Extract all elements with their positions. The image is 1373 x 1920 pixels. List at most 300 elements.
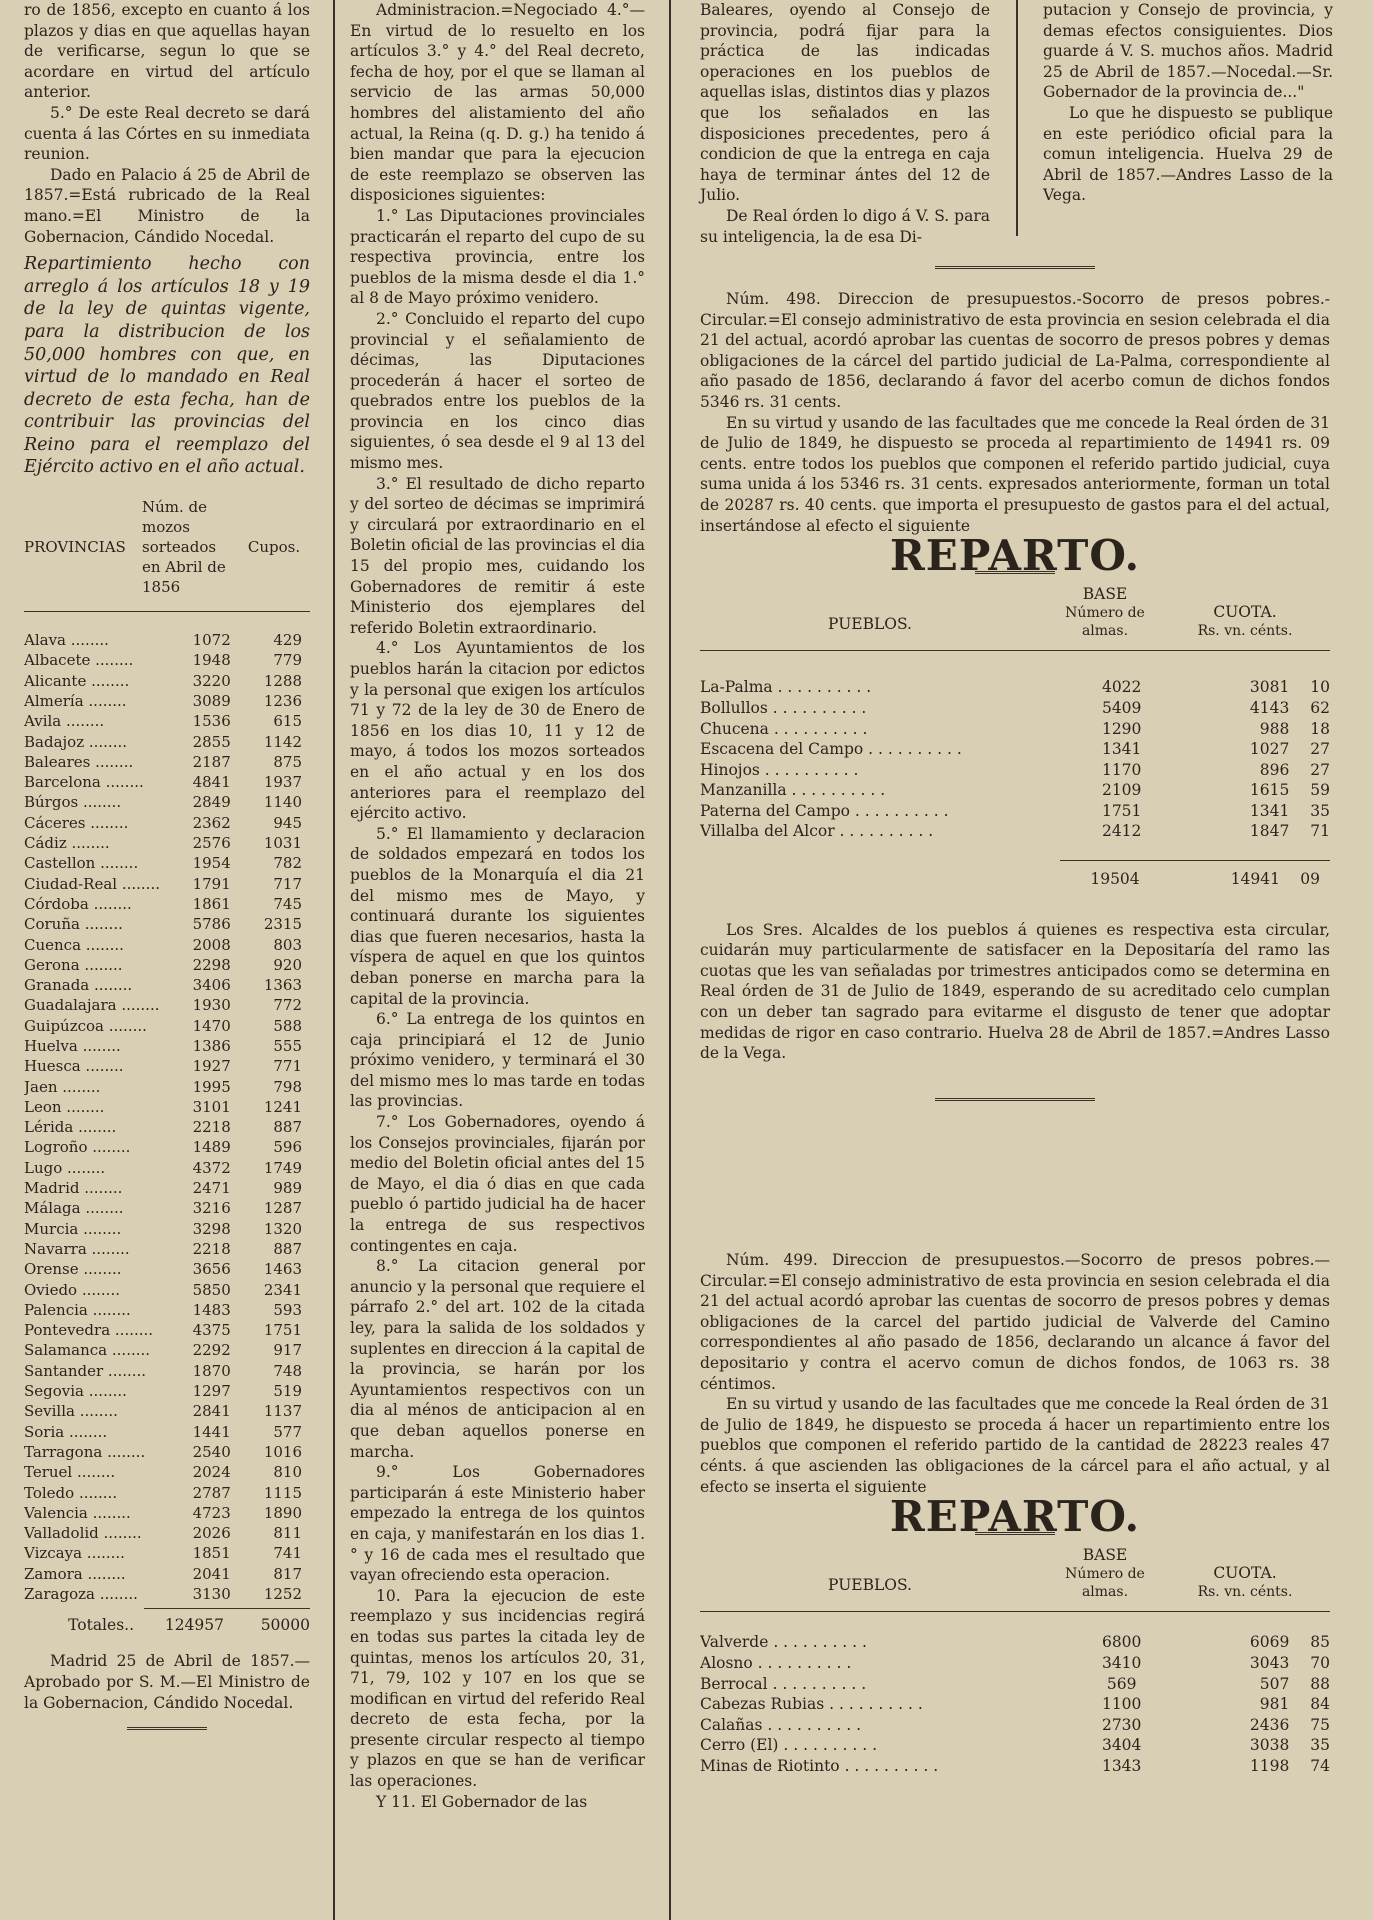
mozos-value: 1536 [192, 712, 231, 731]
cupo-value: 817 [273, 1564, 302, 1583]
pueblo-name: Bollullos . . . . . . . . . . [700, 698, 867, 717]
reparto-divider [700, 650, 1330, 651]
mozos-value: 3101 [192, 1097, 231, 1116]
mozos-value: 1870 [192, 1361, 231, 1380]
provincia-name: Soria ........ [24, 1422, 108, 1441]
head-cuota-sub: Rs. vn. cénts. [1197, 623, 1293, 640]
mozos-value: 2576 [192, 834, 231, 853]
provincia-name: Tarragona ........ [24, 1442, 146, 1461]
cupo-value: 1890 [263, 1503, 302, 1522]
mozos-value: 2218 [192, 1239, 231, 1258]
head-base-title: BASE [1082, 1545, 1128, 1564]
table-row [24, 1036, 310, 1056]
col4-text: putacion y Consejo de provincia, y demas efectos consiguientes. Dios guarde á V. S. muchos años. Madrid 25 de Abril de 1857.—Nocedal.—Sr. Gobernador de la provincia de..." [1043, 1, 1333, 102]
pueblo-name: La-Palma . . . . . . . . . . [700, 678, 872, 697]
header-provincias: PROVINCIAS [24, 538, 126, 557]
header-mozos: Núm. de mozos sorteados en Abril de 1856 [142, 498, 226, 597]
provincias-table-header [24, 497, 310, 597]
cuota-rs: 3038 [1249, 1736, 1290, 1755]
notice498-p2: En su virtud y usando de las facultades que me concede la Real órden de 31 de Julio de 1849, he dispuesto se proceda al repartimiento de 14941 rs. 09 cents. entre todos los pueblos que componen el referido partido judicial, cuya suma unida á los 5346 rs. 31 cents. expresados anteriormente, forman un total de 20287 rs. 40 cents. que importa el presupuesto de gastos para el del actual, insertándose al efecto el siguiente [700, 413, 1330, 535]
mozos-value: 1861 [192, 894, 231, 913]
table-row [24, 1158, 310, 1178]
table-row [24, 1381, 310, 1401]
cupo-value: 917 [273, 1341, 302, 1360]
ornament-rule [935, 1098, 1095, 1101]
provincia-name: Cáceres ........ [24, 813, 129, 832]
head-cuota-title: CUOTA. [1213, 602, 1277, 621]
mozos-value: 1072 [192, 631, 231, 650]
column-rule-1 [333, 0, 335, 1920]
cupo-value: 1140 [263, 793, 302, 812]
notice498-p3: Los Sres. Alcaldes de los pueblos á quienes es respectiva esta circular, cuidarán muy particularmente de satisfacer en la Depositaría del ramo las cuotas que les van señaladas por trimestres anticipados como se determina en Real órden de 31 de Julio de 1849, esperando de su acreditado celo cumplan con un deber tan sagrado para evitarme el disgusto de tener que adoptar medidas de rigor en caso contrario. Huelva 28 de Abril de 1857.=Andres Lasso de la Vega. [700, 920, 1330, 1063]
col3-text: Baleares, oyendo al Consejo de provincia, podrá fijar para la práctica de las indicadas operaciones en los pueblos de aquellas islas, distintos dias y plazos que los señalados en las disposiciones precedentes, pero á condicion de que la entrega en caja haya de terminar ántes del 12 de Julio. [700, 1, 990, 205]
table-row [24, 1320, 310, 1340]
cupo-value: 519 [273, 1382, 302, 1401]
mozos-value: 1297 [192, 1382, 231, 1401]
provincia-name: Sevilla ........ [24, 1402, 118, 1421]
head-base [1040, 584, 1170, 641]
mozos-value: 2787 [192, 1483, 231, 1502]
table-row [24, 1259, 310, 1279]
mozos-value: 1851 [192, 1544, 231, 1563]
head-cuota [1170, 602, 1320, 641]
cupo-value: 1142 [263, 732, 302, 751]
provincia-name: Guipúzcoa ........ [24, 1016, 147, 1035]
col3-text2: De Real órden lo digo á V. S. para su inteligencia, la de esa Di- [700, 206, 990, 246]
cupo-value: 771 [273, 1057, 302, 1076]
cupo-value: 596 [273, 1138, 302, 1157]
base-value: 6800 [1101, 1633, 1142, 1652]
pueblo-name: Villalba del Alcor . . . . . . . . . . [700, 822, 934, 841]
pueblo-name: Minas de Riotinto . . . . . . . . . . [700, 1756, 939, 1775]
mozos-value: 2849 [192, 793, 231, 812]
mozos-value: 2540 [192, 1442, 231, 1461]
cupo-value: 593 [273, 1300, 302, 1319]
cupo-value: 577 [273, 1422, 302, 1441]
mozos-value: 3220 [192, 671, 231, 690]
cupo-value: 945 [273, 813, 302, 832]
base-value: 3404 [1101, 1736, 1142, 1755]
table-row [24, 1543, 310, 1563]
table-row [24, 1422, 310, 1442]
provincia-name: Pontevedra ........ [24, 1321, 154, 1340]
base-value: 5409 [1101, 698, 1142, 717]
provincia-name: Alava ........ [24, 631, 109, 650]
table-row [24, 1442, 310, 1462]
pueblo-name: Chucena . . . . . . . . . . [700, 719, 868, 738]
col1-closing: Madrid 25 de Abril de 1857.—Aprobado por S. M.—El Ministro de la Gobernacion, Cándido Nocedal. [24, 1652, 310, 1712]
cupo-value: 741 [273, 1544, 302, 1563]
reparto-table-499 [700, 1632, 1330, 1776]
provincia-name: Santander ........ [24, 1361, 147, 1380]
provincia-name: Albacete ........ [24, 651, 134, 670]
provincias-table [24, 630, 310, 1604]
cupo-value: 887 [273, 1239, 302, 1258]
mozos-value: 1791 [192, 874, 231, 893]
totals-row [24, 1613, 310, 1637]
provincia-name: Barcelona ........ [24, 773, 144, 792]
base-value: 4022 [1101, 678, 1142, 697]
pueblo-name: Manzanilla . . . . . . . . . . [700, 781, 886, 800]
cupo-value: 1320 [263, 1219, 302, 1238]
mozos-value: 1954 [192, 854, 231, 873]
table-row [24, 1462, 310, 1482]
table-row [24, 691, 310, 711]
cuota-cts: 70 [1310, 1653, 1330, 1672]
cuota-rs: 988 [1259, 719, 1290, 738]
cuota-rs: 3043 [1249, 1653, 1290, 1672]
table-row [24, 1340, 310, 1360]
table-row [24, 1503, 310, 1523]
provincia-name: Cádiz ........ [24, 834, 110, 853]
cuota-cts: 35 [1310, 1736, 1330, 1755]
reparto-header-499 [700, 1545, 1330, 1602]
cuota-rs: 3081 [1249, 678, 1290, 697]
cuota-rs: 6069 [1249, 1633, 1290, 1652]
col1-intro-1: ro de 1856, excepto en cuanto á los plazos y dias en que aquellas hayan de verificarse, segun lo que se acordare en virtud del artículo anterior. [24, 1, 310, 102]
table-row [700, 1756, 1330, 1777]
mozos-value: 4723 [192, 1503, 231, 1522]
head-base-sub: Número de almas. [1065, 1566, 1145, 1601]
mozos-value: 1483 [192, 1300, 231, 1319]
col2-para-6: 6.° La entrega de los quintos en caja principiará el 12 de Junio próximo venidero, y terminará el 30 del mismo mes lo mas tarde en todas las provincias. [350, 1010, 645, 1111]
cupo-value: 1031 [263, 834, 302, 853]
table-row [24, 955, 310, 975]
table-row [24, 711, 310, 731]
cuota-rs: 1847 [1249, 822, 1290, 841]
cupo-value: 1463 [263, 1260, 302, 1279]
notice498-p1: Núm. 498. Direccion de presupuestos.-Socorro de presos pobres.-Circular.=El consejo administrativo de esta provincia en sesion celebrada el dia 21 del actual, acordó aprobar las cuentas de socorro de presos pobres y demas obligaciones de la cárcel del partido judicial de La-Palma, correspondiente al año pasado de 1856, declarando á favor del acerbo comun de dichos fondos 5346 rs. 31 cents. [700, 290, 1330, 411]
cupo-value: 588 [273, 1016, 302, 1035]
cupo-value: 887 [273, 1118, 302, 1137]
table-row [24, 1584, 310, 1604]
cupo-value: 782 [273, 854, 302, 873]
pueblo-name: Alosno . . . . . . . . . . [700, 1653, 852, 1672]
cuota-cts: 18 [1310, 719, 1330, 738]
provincia-name: Salamanca ........ [24, 1341, 151, 1360]
table-row [24, 995, 310, 1015]
provincia-name: Orense ........ [24, 1260, 122, 1279]
mozos-value: 3406 [192, 976, 231, 995]
col2-para-8: 8.° La citacion general por anuncio y la personal que requiere el párrafo 2.° del art. 102 de la citada ley, para la salida de los soldados y suplentes en direccion á la capital de la provincia, se harán por los Ayuntamientos respectivos con un dia al ménos de anticipacion al en que deban aquellos ponerse en marcha. [350, 1257, 645, 1461]
table-row [700, 1735, 1330, 1756]
provincia-name: Vizcaya ........ [24, 1544, 125, 1563]
col2-para-3: 3.° El resultado de dicho reparto y del sorteo de décimas se imprimirá y circulará por extraordinario en el Boletin oficial de las provincias el dia 15 del propio mes, cuidando los Gobernadores de remitir á este Ministerio dos ejemplares del referido Boletin extraordinario. [350, 474, 645, 637]
table-row [700, 1715, 1330, 1736]
table-row [24, 1117, 310, 1137]
reparto-table-498 [700, 677, 1330, 842]
table-row [700, 1694, 1330, 1715]
notice499-p1: Núm. 499. Direccion de presupuestos.—Socorro de presos pobres.—Circular.=El consejo administrativo de esta provincia en sesion celebrada el dia 21 del actual acordó aprobar las cuentas de socorro de presos pobres y demas obligaciones de la carcel del partido judicial de Valverde del Camino correspondientes al año pasado de 1856, declarando un alcance á favor del depositario y contra el acervo comun de dichos fondos, de 1063 rs. 38 céntimos. [700, 1251, 1330, 1393]
cupo-value: 920 [273, 955, 302, 974]
col2-para-0: Administracion.=Negociado 4.°—En virtud de lo resuelto en los artículos 3.° y 4.° del Real decreto, fecha de hoy, por el que se llaman al servicio de las armas 50,000 hombres del alistamiento del año actual, la Reina (q. D. g.) ha tenido á bien mandar que para la ejecucion de este reemplazo se observen las disposiciones siguientes: [350, 1, 645, 205]
head-cuota [1170, 1563, 1320, 1602]
base-value: 2412 [1101, 822, 1142, 841]
table-row [24, 1361, 310, 1381]
mozos-value: 4372 [192, 1158, 231, 1177]
col2-para-10: 10. Para la ejecucion de este reemplazo y sus incidencias regirá en todas sus partes la citada ley de quintas, menos los artículos 20, 31, 71, 79, 102 y 107 en los que se modifican en virtud del referido Real decreto de esta fecha, por la presente circular respecto al tiempo y plazos en que se han de verificar las operaciones. [350, 1586, 645, 1791]
provincia-name: Navarra ........ [24, 1239, 130, 1258]
col2-para-11: Y 11. El Gobernador de las [376, 1792, 588, 1811]
cuota-cts: 71 [1310, 822, 1330, 841]
cupo-value: 1236 [263, 691, 302, 710]
notice-498 [700, 290, 1330, 1101]
cupo-value: 1016 [263, 1442, 302, 1461]
mozos-value: 2024 [192, 1463, 231, 1482]
reparto-title-498: REPARTO. [889, 531, 1141, 581]
cuota-rs: 1027 [1249, 740, 1290, 759]
column-rule-3 [1016, 0, 1018, 236]
cupo-value: 1137 [263, 1402, 302, 1421]
table-row [24, 650, 310, 670]
provincia-name: Logroño ........ [24, 1138, 131, 1157]
provincia-name: Segovia ........ [24, 1382, 127, 1401]
provincia-name: Gerona ........ [24, 955, 123, 974]
mozos-value: 3298 [192, 1219, 231, 1238]
reparto-header-498 [700, 584, 1330, 641]
cuota-cts: 74 [1310, 1756, 1330, 1775]
base-value: 2730 [1101, 1715, 1142, 1734]
table-row [24, 813, 310, 833]
pueblo-name: Calañas . . . . . . . . . . [700, 1715, 862, 1734]
cuota-cts: 10 [1310, 678, 1330, 697]
table-row [24, 1178, 310, 1198]
cuota-rs: 981 [1259, 1695, 1290, 1714]
mozos-value: 3089 [192, 691, 231, 710]
col2-para-5: 5.° El llamamiento y declaracion de soldados empezará en todos los pueblos de la Monarquía el dia 21 del mismo mes de Mayo, y continuará durante los siguientes dias que fueren necesarios, hasta la víspera de aquel en que los quintos deban ponerse en marcha para la capital de la provincia. [350, 824, 645, 1008]
provincia-name: Madrid ........ [24, 1179, 123, 1198]
table-row [700, 719, 1330, 740]
table-row [700, 801, 1330, 822]
provincia-name: Zaragoza ........ [24, 1585, 138, 1604]
table-row [700, 677, 1330, 698]
mozos-value: 2855 [192, 732, 231, 751]
table-row [24, 1097, 310, 1117]
head-base-title: BASE [1082, 584, 1128, 603]
table-row [24, 772, 310, 792]
provincia-name: Valencia ........ [24, 1503, 131, 1522]
cupo-value: 2341 [263, 1280, 302, 1299]
pueblo-name: Hinojos . . . . . . . . . . [700, 760, 859, 779]
head-base-sub: Número de almas. [1065, 605, 1145, 640]
table-row [24, 1219, 310, 1239]
base-value: 1100 [1101, 1695, 1142, 1714]
mozos-value: 1930 [192, 996, 231, 1015]
provincia-name: Leon ........ [24, 1097, 105, 1116]
provincia-name: Valladolid ........ [24, 1524, 142, 1543]
mozos-value: 2218 [192, 1118, 231, 1137]
cuota-rs: 1615 [1249, 781, 1290, 800]
col1-intro-3: Dado en Palacio á 25 de Abril de 1857.=Está rubricado de la Real mano.=El Ministro de la Gobernacion, Cándido Nocedal. [24, 165, 310, 246]
mozos-value: 2026 [192, 1524, 231, 1543]
base-value: 569 [1106, 1674, 1137, 1693]
mozos-value: 2841 [192, 1402, 231, 1421]
provincia-name: Cuenca ........ [24, 935, 124, 954]
ornament-rule [935, 266, 1095, 269]
reparto-title-499: REPARTO. [889, 1492, 1141, 1542]
cupo-value: 717 [273, 874, 302, 893]
provincia-name: Jaen ........ [24, 1077, 101, 1096]
ornament-rule [127, 1727, 207, 1730]
table-row [24, 1564, 310, 1584]
mozos-value: 2041 [192, 1564, 231, 1583]
totals-cupos: 50000 [260, 1616, 310, 1635]
pueblo-name: Valverde . . . . . . . . . . [700, 1633, 867, 1652]
table-row [700, 780, 1330, 801]
cupo-value: 772 [273, 996, 302, 1015]
mozos-value: 2292 [192, 1341, 231, 1360]
cupo-value: 1363 [263, 976, 302, 995]
total-base: 19504 [1090, 870, 1140, 889]
col2-para-7: 7.° Los Gobernadores, oyendo á los Consejos provinciales, fijarán por medio del Boletin oficial antes del 15 de Mayo, el dia ó dias en que cada pueblo ó partido judicial ha de hacer la entrega de sus respectivos contingentes en caja. [350, 1113, 645, 1255]
provincia-name: Oviedo ........ [24, 1280, 120, 1299]
base-value: 1341 [1101, 740, 1142, 759]
provincia-name: Búrgos ........ [24, 793, 122, 812]
base-value: 2109 [1101, 781, 1142, 800]
table-row [24, 1401, 310, 1421]
cupo-value: 748 [273, 1361, 302, 1380]
table-row [24, 1016, 310, 1036]
cuota-cts: 85 [1310, 1633, 1330, 1652]
base-value: 1751 [1101, 801, 1142, 820]
reparto-divider [700, 1611, 1330, 1612]
base-value: 1290 [1101, 719, 1142, 738]
mozos-value: 1386 [192, 1037, 231, 1055]
cuota-rs: 1341 [1249, 801, 1290, 820]
pueblo-name: Cerro (El) . . . . . . . . . . [700, 1736, 878, 1755]
provincia-name: Ciudad-Real ........ [24, 874, 160, 893]
cupo-value: 745 [273, 894, 302, 913]
table-row [24, 853, 310, 873]
cuota-cts: 27 [1310, 760, 1330, 779]
provincia-name: Zamora ........ [24, 1564, 126, 1583]
mozos-value: 4375 [192, 1321, 231, 1340]
table-row [24, 752, 310, 772]
cupo-value: 555 [273, 1037, 302, 1055]
cupo-value: 779 [273, 651, 302, 670]
provincia-name: Lugo ........ [24, 1158, 106, 1177]
cuota-cts: 62 [1310, 698, 1330, 717]
head-cuota-sub: Rs. vn. cénts. [1197, 1584, 1293, 1601]
table-divider [24, 611, 310, 612]
provincia-name: Lérida ........ [24, 1118, 117, 1137]
cupo-value: 615 [273, 712, 302, 731]
cuota-cts: 84 [1310, 1695, 1330, 1714]
cupo-value: 1749 [263, 1158, 302, 1177]
table-row [24, 1077, 310, 1097]
cupo-value: 989 [273, 1179, 302, 1198]
cuota-cts: 75 [1310, 1715, 1330, 1734]
cupo-value: 1287 [263, 1199, 302, 1218]
reparto-total-498 [700, 869, 1330, 890]
col2-para-4: 4.° Los Ayuntamientos de los pueblos harán la citacion por edictos y la personal que exigen los artículos 71 y 72 de la ley de 30 de Enero de 1856 en los dias 10, 11 y 12 de mayo, á todos los mozos sorteados en el año actual y en los dos anteriores para el reemplazo del ejército activo. [350, 639, 645, 823]
table-row [24, 894, 310, 914]
table-row [24, 914, 310, 934]
table-row [24, 1137, 310, 1157]
repartimiento-heading: Repartimiento hecho con arreglo á los artículos 18 y 19 de la ley de quintas vigente, para la distribucion de los 50,000 hombres con que, en virtud de lo mandado en Real decreto de esta fecha, han de contribuir las provincias del Reino para el reemplazo del Ejército activo en el año actual. [24, 254, 310, 478]
col2-para-9: 9.° Los Gobernadores participarán á este Ministerio haber empezado la entrega de los quintos en caja, y manifestarán en los dias 1.° y 16 de cada mes el resultado que vayan ofreciendo esta operacion. [350, 1463, 645, 1585]
provincia-name: Murcia ........ [24, 1219, 122, 1238]
provincia-name: Alicante ........ [24, 671, 130, 690]
column-4 [1043, 0, 1333, 206]
table-row [24, 1280, 310, 1300]
table-row [24, 671, 310, 691]
provincia-name: Baleares ........ [24, 752, 134, 771]
mozos-value: 1470 [192, 1016, 231, 1035]
reparto-total-divider [1060, 860, 1330, 861]
provincia-name: Badajoz ........ [24, 732, 128, 751]
table-row [24, 1056, 310, 1076]
provincia-name: Guadalajara ........ [24, 996, 160, 1015]
table-row [700, 1674, 1330, 1695]
column-3 [700, 0, 990, 247]
mozos-value: 5786 [192, 915, 231, 934]
provincia-name: Avila ........ [24, 712, 105, 731]
provincia-name: Huesca ........ [24, 1057, 124, 1076]
mozos-value: 3656 [192, 1260, 231, 1279]
cuota-rs: 507 [1259, 1674, 1290, 1693]
provincia-name: Toledo ........ [24, 1483, 118, 1502]
table-row [24, 792, 310, 812]
col2-para-2: 2.° Concluido el reparto del cupo provincial y el señalamiento de décimas, las Diputaciones procederán á hacer el sorteo de quebrados entre los pueblos de la provincia en los cinco dias siguientes, ó sea desde el 9 al 13 del mismo mes. [350, 309, 645, 473]
mozos-value: 4841 [192, 773, 231, 792]
cuota-rs: 1198 [1249, 1756, 1290, 1775]
column-rule-2 [669, 0, 671, 1920]
table-row [24, 732, 310, 752]
col2-para-1: 1.° Las Diputaciones provinciales practicarán el reparto del cupo de su respectiva provincia, entre los pueblos de la misma desde el dia 1.° al 8 de Mayo próximo venidero. [350, 206, 645, 308]
mozos-value: 3216 [192, 1199, 231, 1218]
provincia-name: Almería ........ [24, 691, 127, 710]
provincia-name: Teruel ........ [24, 1463, 116, 1482]
table-row [24, 1483, 310, 1503]
header-cupos: Cupos. [247, 538, 301, 557]
table-row [24, 1198, 310, 1218]
head-pueblos: PUEBLOS. [828, 1575, 912, 1594]
mozos-value: 2298 [192, 955, 231, 974]
notice499-p2: En su virtud y usando de las facultades que me concede la Real órden de 31 de Julio de 1849, he dispuesto se proceda á hacer un repartimiento entre los pueblos que componen el referido partido de la cantidad de 28223 reales 47 cénts. á que ascienden las obligaciones de la cárcel para el año actual, y al efecto se inserta el siguiente [700, 1395, 1330, 1496]
cuota-cts: 27 [1310, 740, 1330, 759]
total-cts: 09 [1300, 870, 1320, 889]
mozos-value: 2008 [192, 935, 231, 954]
provincia-name: Málaga ........ [24, 1199, 124, 1218]
cupo-value: 1115 [263, 1483, 302, 1502]
cupo-value: 1937 [263, 773, 302, 792]
mozos-value: 1489 [192, 1138, 231, 1157]
cupo-value: 810 [273, 1463, 302, 1482]
table-row [700, 1653, 1330, 1674]
cuota-rs: 4143 [1249, 698, 1290, 717]
table-row [700, 821, 1330, 842]
provincia-name: Palencia ........ [24, 1300, 131, 1319]
totals-divider [144, 1608, 310, 1609]
cuota-cts: 59 [1310, 781, 1330, 800]
table-row [24, 1300, 310, 1320]
head-pueblos: PUEBLOS. [828, 614, 912, 633]
cuota-rs: 896 [1259, 760, 1290, 779]
cupo-value: 798 [273, 1077, 302, 1096]
provincia-name: Castellon ........ [24, 854, 139, 873]
head-cuota-title: CUOTA. [1213, 1563, 1277, 1582]
head-base [1040, 1545, 1170, 1602]
base-value: 1170 [1101, 760, 1142, 779]
total-rs: 14941 [1230, 870, 1280, 889]
table-row [24, 630, 310, 650]
provincia-name: Granada ........ [24, 976, 133, 995]
mozos-value: 3130 [192, 1585, 231, 1604]
column-1 [24, 0, 310, 1744]
table-row [24, 874, 310, 894]
cupo-value: 1751 [263, 1321, 302, 1340]
